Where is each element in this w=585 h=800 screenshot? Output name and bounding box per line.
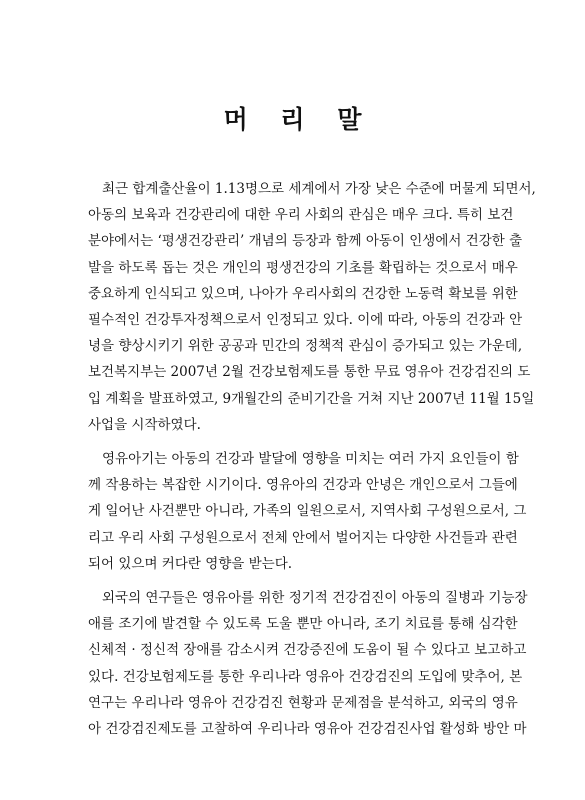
text-line: 중요하게 인식되고 있으며, 나아가 우리사회의 건강한 노동력 확보를 위한 [88, 285, 518, 302]
text-line: 발을 하도록 돕는 것은 개인의 평생건강의 기초를 확립하는 것으로서 매우 [88, 259, 518, 276]
text-line: 리고 우리 사회 구성원으로서 전체 안에서 벌어지는 다양한 사건들과 관련 [88, 529, 518, 546]
text-line: 께 작용하는 복잡한 시기이다. 영유아의 건강과 안녕은 개인으로서 그들에 [88, 477, 518, 494]
text-line: 보건복지부는 2007년 2월 건강보험제도를 통한 무료 영유아 건강검진의 도 [88, 364, 531, 381]
text-line: 애를 조기에 발견할 수 있도록 도울 뿐만 아니라, 조기 치료를 통해 심각한 [88, 616, 518, 633]
text-line: 신체적 · 정신적 장애를 감소시켜 건강증진에 도움이 될 수 있다고 보고하고 [88, 642, 527, 659]
paragraph-3 [88, 585, 528, 742]
paragraph-1 [88, 176, 536, 438]
text-line: 최근 합계출산율이 1.13명으로 세계에서 가장 낮은 수준에 머물게 되면서, [102, 181, 536, 197]
text-line: 사업을 시작하였다. [88, 416, 201, 433]
text-line: 아 건강검진제도를 고찰하여 우리나라 영유아 건강검진사업 활성화 방안 마 [88, 721, 527, 738]
text-line: 영유아기는 아동의 건강과 발달에 영향을 미치는 여러 가지 요인들이 함 [102, 451, 519, 468]
text-line: 되어 있으며 커다란 영향을 받는다. [88, 555, 293, 572]
paragraph-2 [88, 446, 527, 577]
text-line: 있다. 건강보험제도를 통한 우리나라 영유아 건강검진의 도입에 맞추어, 본 [88, 668, 523, 685]
text-line: 아동의 보육과 건강관리에 대한 우리 사회의 관심은 매우 크다. 특히 보건 [88, 207, 514, 224]
text-line: 분야에서는 ‘평생건강관리’ 개념의 등장과 함께 아동이 인생에서 건강한 출 [88, 233, 523, 250]
text-line: 녕을 향상시키기 위한 공공과 민간의 정책적 관심이 증가되고 있는 가운데, [88, 338, 523, 355]
text-line: 입 계획을 발표하였고, 9개월간의 준비기간을 거쳐 지난 2007년 11월 15일 [88, 390, 535, 407]
text-line: 게 일어난 사건뿐만 아니라, 가족의 일원으로서, 지역사회 구성원으로서, 그 [88, 503, 527, 520]
text-line: 외국의 연구들은 영유아를 위한 정기적 건강검진이 아동의 질병과 기능장 [102, 590, 528, 607]
page-title: 머 리 말 [223, 105, 374, 134]
text-line: 필수적인 건강투자정책으로서 인정되고 있다. 이에 따라, 아동의 건강과 안 [88, 312, 523, 329]
text-line: 연구는 우리나라 영유아 건강검진 현황과 문제점을 분석하고, 외국의 영유 [88, 694, 518, 711]
body-text [88, 176, 536, 750]
